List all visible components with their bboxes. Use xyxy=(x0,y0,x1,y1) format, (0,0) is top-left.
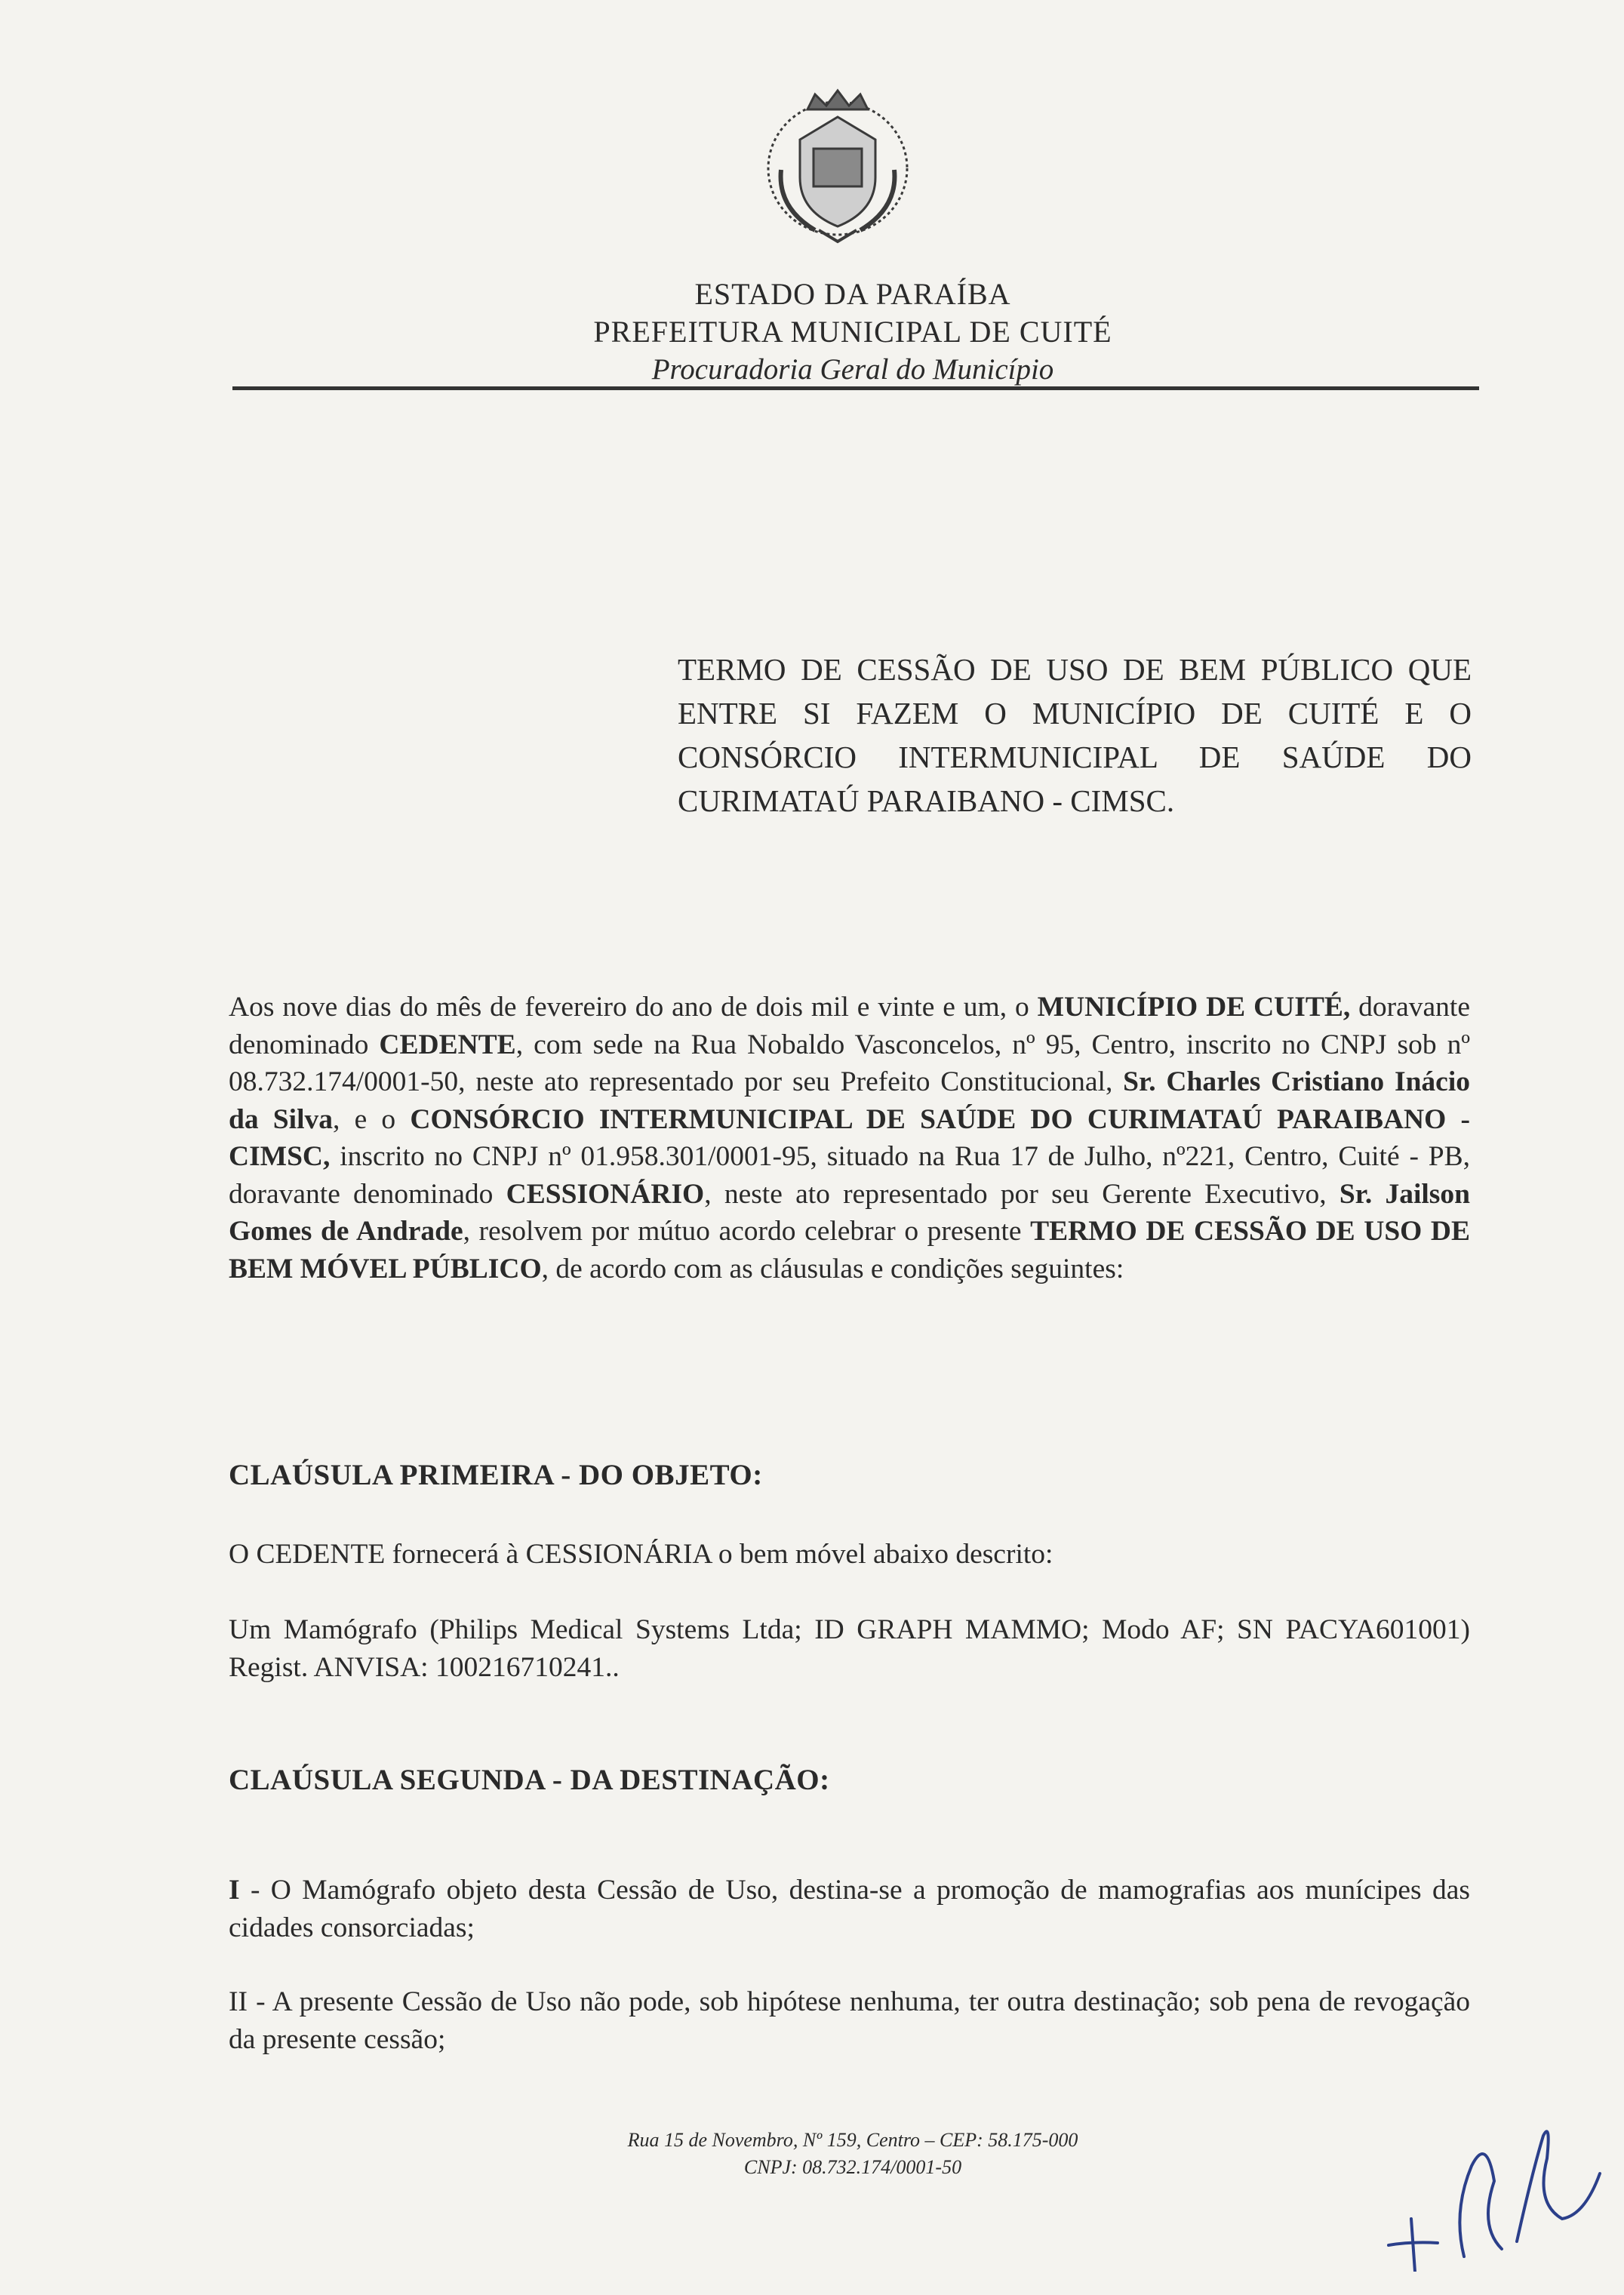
clause-2-item-ii: II - A presente Cessão de Uso não pode, sob hipótese nenhuma, ter outra destinação; sob pena de revogação da presente cessão; xyxy=(229,1986,1470,2055)
clause-1-item-description: Um Mamógrafo (Philips Medical Systems Ltda; ID GRAPH MAMMO; Modo AF; SN PACYA601001) Regist. ANVISA: 100216710241.. xyxy=(229,1614,1470,1683)
prefecture-name: PREFEITURA MUNICIPAL DE CUITÉ xyxy=(593,315,1112,349)
signature-initials-icon xyxy=(1381,2030,1607,2272)
clause-2-heading: CLAÚSULA SEGUNDA - DA DESTINAÇÃO: xyxy=(229,1764,830,1796)
header-divider xyxy=(232,386,1479,390)
state-name: ESTADO DA PARAÍBA xyxy=(694,277,1011,311)
coat-of-arms-icon xyxy=(755,79,921,245)
letterhead xyxy=(226,275,1479,389)
footer-cnpj: CNPJ: 08.732.174/0001-50 xyxy=(743,2156,962,2178)
clause-1-heading: CLAÚSULA PRIMEIRA - DO OBJETO: xyxy=(229,1459,763,1491)
footer-address: Rua 15 de Novembro, Nº 159, Centro – CEP: 58.175-000 xyxy=(627,2129,1078,2151)
clause-2-item-i: I - O Mamógrafo objeto desta Cessão de Uso, destina-se a promoção de mamografias aos munícipes das cidades consorciadas; xyxy=(229,1875,1470,1943)
clause-1-paragraph: O CEDENTE fornecerá à CESSIONÁRIA o bem móvel abaixo descrito: xyxy=(229,1539,1053,1570)
intro-paragraph: Aos nove dias do mês de fevereiro do ano de dois mil e vinte e um, o MUNICÍPIO DE CUITÉ, doravante denominado CEDENTE, com sede na Rua Nobaldo Vasconcelos, nº 95, Centro, inscrito no CNPJ sob nº 08.732.174/0001-50, neste ato representado por seu Prefeito Constitucional, Sr. Charles Cristiano Inácio da Silva, e o CONSÓRCIO INTERMUNICIPAL DE SAÚDE DO CURIMATAÚ PARAIBANO - CIMSC, inscrito no CNPJ nº 01.958.301/0001-95, situado na Rua 17 de Julho, nº221, Centro, Cuité - PB, doravante denominado CESSIONÁRIO, neste ato representado por seu Gerente Executivo, Sr. Jailson Gomes de Andrade, resolvem por mútuo acordo celebrar o presente TERMO DE CESSÃO DE USO DE BEM MÓVEL PÚBLICO, de acordo com as cláusulas e condições seguintes: xyxy=(229,992,1470,1284)
document-title: TERMO DE CESSÃO DE USO DE BEM PÚBLICO QUE ENTRE SI FAZEM O MUNICÍPIO DE CUITÉ E O CONSÓRCIO INTERMUNICIPAL DE SAÚDE DO CURIMATAÚ PARAIBANO - CIMSC. xyxy=(678,652,1472,818)
department-name: Procuradoria Geral do Município xyxy=(651,353,1054,386)
footer xyxy=(226,2127,1479,2181)
